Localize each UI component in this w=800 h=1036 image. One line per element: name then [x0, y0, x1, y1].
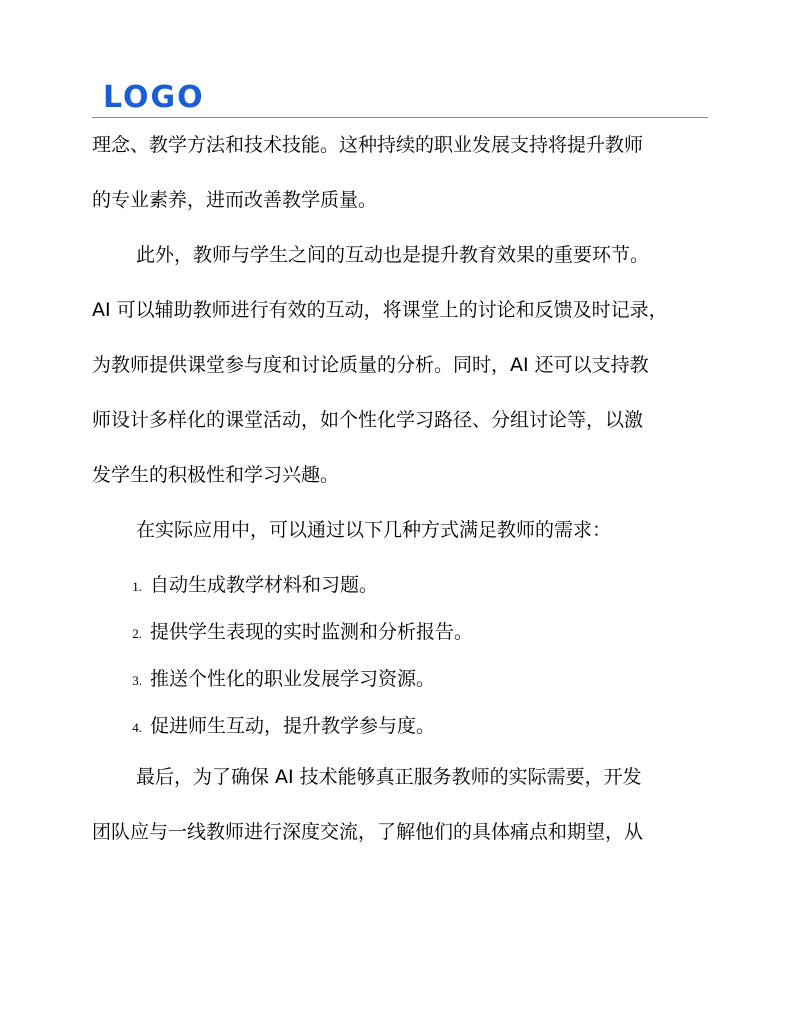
- document-body: [92, 118, 708, 860]
- list-item: [92, 562, 708, 609]
- list-item-number: 1.: [132, 579, 142, 594]
- paragraph-line: 的专业素养，进而改善教学质量。: [92, 189, 378, 211]
- list-item-text: 推送个性化的职业发展学习资源。: [150, 668, 436, 690]
- logo: LOGO: [103, 80, 205, 115]
- list-item-number: 3.: [132, 673, 142, 688]
- list-item-text: 促进师生互动，提升教学参与度。: [150, 715, 436, 737]
- paragraph-line: 理念、教学方法和技术技能。这种持续的职业发展支持将提升教师: [92, 134, 644, 156]
- numbered-list: [92, 562, 708, 750]
- paragraph-line: 发学生的积极性和学习兴趣。: [92, 464, 340, 486]
- paragraph-line: AI 可以辅助教师进行有效的互动，将课堂上的讨论和反馈及时记录，: [92, 299, 668, 321]
- paragraph-line: 在实际应用中，可以通过以下几种方式满足教师的需求：: [136, 519, 612, 541]
- list-item-number: 2.: [132, 626, 142, 641]
- paragraph-line: 师设计多样化的课堂活动，如个性化学习路径、分组讨论等，以激: [92, 409, 644, 431]
- paragraph-line: 团队应与一线教师进行深度交流，了解他们的具体痛点和期望，从: [92, 821, 644, 843]
- list-item: [92, 609, 708, 656]
- paragraph-line: 为教师提供课堂参与度和讨论质量的分析。同时，AI 还可以支持教: [92, 354, 649, 376]
- list-item-text: 提供学生表现的实时监测和分析报告。: [150, 621, 474, 643]
- list-item: [92, 656, 708, 703]
- paragraph-line: 最后，为了确保 AI 技术能够真正服务教师的实际需要，开发: [136, 766, 642, 788]
- list-item: [92, 703, 708, 750]
- list-item-number: 4.: [132, 720, 142, 735]
- list-item-text: 自动生成教学材料和习题。: [150, 574, 379, 596]
- paragraph-line: 此外，教师与学生之间的互动也是提升教育效果的重要环节。: [136, 244, 650, 266]
